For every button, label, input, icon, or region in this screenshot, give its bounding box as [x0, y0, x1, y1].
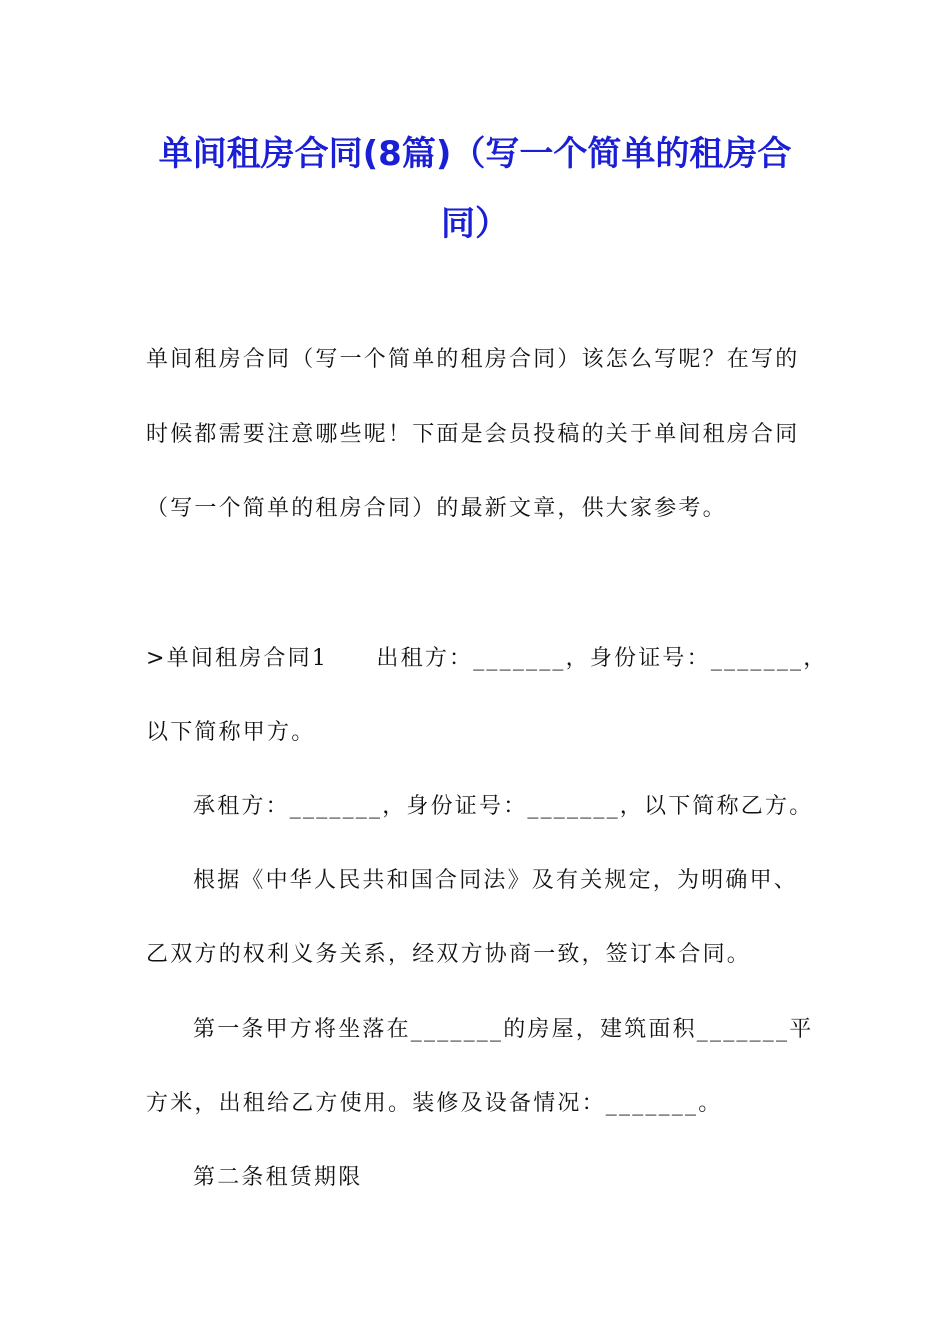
body-line-4: 根据《中华人民共和国合同法》及有关规定，为明确甲、 [193, 868, 799, 893]
body-line-5: 乙双方的权利义务关系，经双方协商一致，签订本合同。 [146, 942, 752, 967]
intro-line-1: 单间租房合同（写一个简单的租房合同）该怎么写呢？在写的 [146, 347, 800, 372]
body-line-3: 承租方：_______，身份证号：_______，以下简称乙方。 [193, 794, 814, 819]
body-line-7: 方米，出租给乙方使用。装修及设备情况：_______。 [146, 1091, 723, 1116]
intro-line-3: （写一个简单的租房合同）的最新文章，供大家参考。 [146, 496, 727, 521]
intro-line-2: 时候都需要注意哪些呢！下面是会员投稿的关于单间租房合同 [146, 422, 800, 447]
body-line-6: 第一条甲方将坐落在_______的房屋，建筑面积_______平 [193, 1017, 814, 1042]
document-title-line-1: 单间租房合同(8篇)（写一个简单的租房合 [158, 134, 792, 174]
body-line-2: 以下简称甲方。 [146, 720, 316, 745]
document-title-line-2: 同） [441, 204, 509, 244]
body-line-8: 第二条租赁期限 [193, 1165, 363, 1190]
contract-heading-line: >单间租房合同1 出租方：_______，身份证号：_______， [146, 646, 828, 671]
